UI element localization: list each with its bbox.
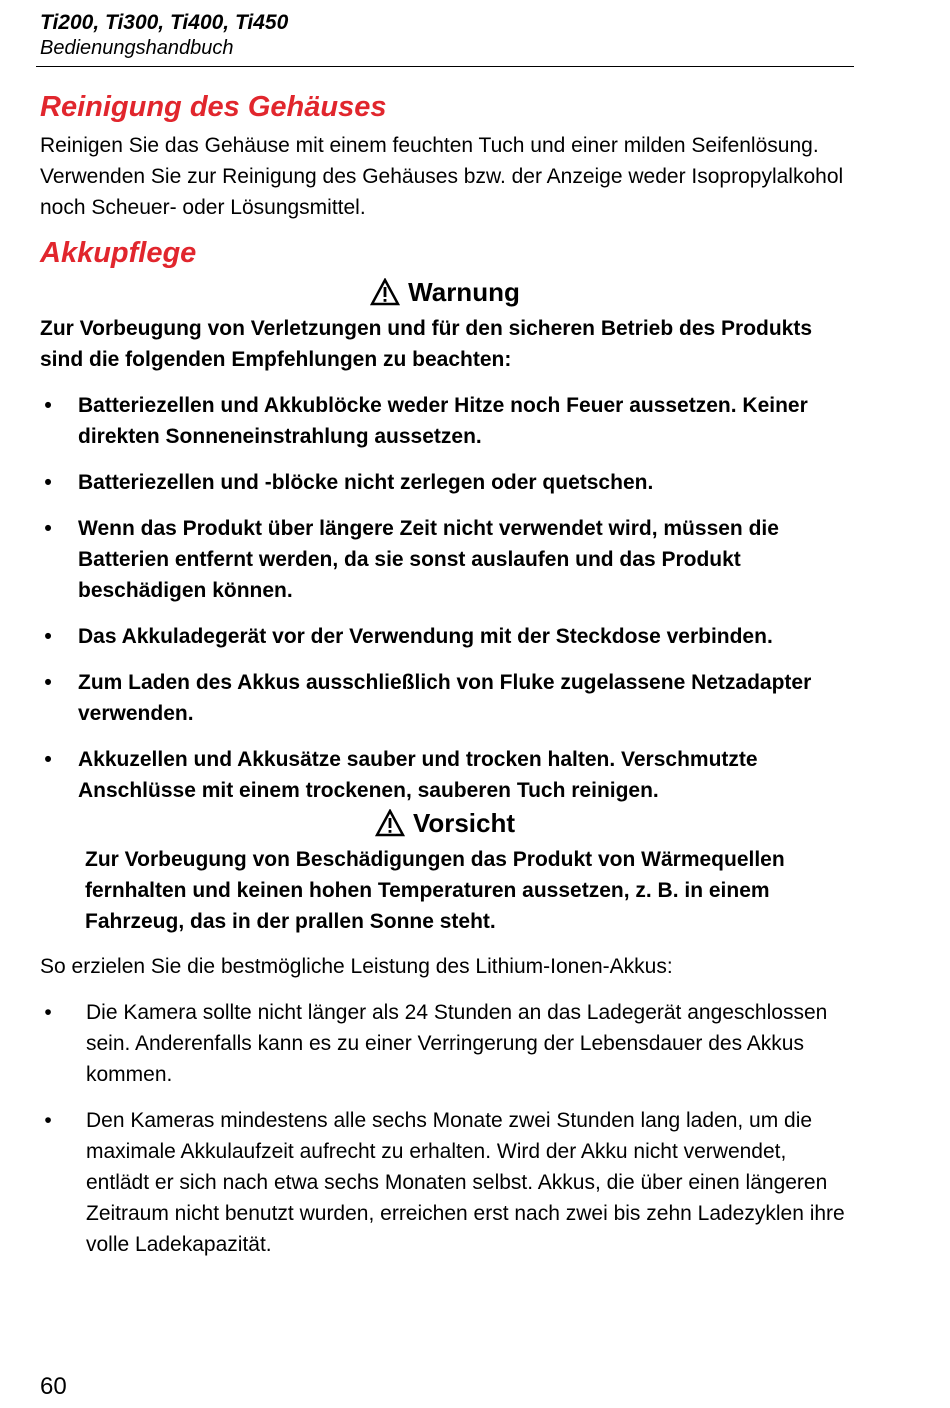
list-item: • Batteriezellen und -blöcke nicht zerlegen oder quetschen. [40,467,850,498]
list-item: • Wenn das Produkt über längere Zeit nicht verwendet wird, müssen die Batterien entfernt werden, da sie sonst auslaufen und das Produkt beschädigen können. [40,513,850,606]
bullet-icon: • [44,671,52,694]
warning-triangle-icon [375,809,405,837]
warning-intro: Zur Vorbeugung von Verletzungen und für den sicheren Betrieb des Produkts sind die folgenden Empfehlungen zu beachten: [40,317,813,371]
performance-intro: So erzielen Sie die bestmögliche Leistung des Lithium-Ionen-Akkus: [40,955,673,978]
bullet-icon: • [44,1109,52,1132]
caution-text: Zur Vorbeugung von Beschädigungen das Produkt von Wärmequellen fernhalten und keinen hohen Temperaturen aussetzen, z. B. in einem Fahrzeug, das in der prallen Sonne steht. [85,848,785,933]
bullet-icon: • [44,1001,52,1024]
list-item: • Zum Laden des Akkus ausschließlich von Fluke zugelassene Netzadapter verwenden. [40,667,850,729]
warning-triangle-icon [370,278,400,306]
bullet-icon: • [44,517,52,540]
bullet-icon: • [44,394,52,417]
document-title: Ti200, Ti300, Ti400, Ti450 [40,11,289,34]
warning-label: Warnung [408,277,520,307]
bullet-icon: • [44,471,52,494]
list-item: • Die Kamera sollte nicht länger als 24 Stunden an das Ladegerät angeschlossen sein. Anderenfalls kann es zu einer Verringerung der Lebensdauer des Akkus kommen. [40,997,850,1090]
list-item: • Batteriezellen und Akkublöcke weder Hitze noch Feuer aussetzen. Keiner direkten Sonneneinstrahlung aussetzen. [40,390,850,452]
page-header [40,10,854,60]
list-item: • Akkuzellen und Akkusätze sauber und trocken halten. Verschmutzte Anschlüsse mit einem trockenen, sauberen Tuch reinigen. [40,744,850,806]
page-content [40,88,850,1260]
performance-list [40,997,850,1260]
caution-label: Vorsicht [412,808,516,838]
page-number: 60 [40,1373,67,1400]
header-divider [36,66,854,67]
section-heading-battery: Akkupflege [40,237,197,269]
section-heading-cleaning: Reinigung des Gehäuses [40,91,387,123]
list-item: • Das Akkuladegerät vor der Verwendung mit der Steckdose verbinden. [40,621,850,652]
list-item: • Den Kameras mindestens alle sechs Monate zwei Stunden lang laden, um die maximale Akkulaufzeit aufrecht zu erhalten. Wird der Akku nicht verwendet, entlädt er sich nach etwa sechs Monaten selbst. Akkus, die über einen längeren Zeitraum nicht benutzt wurden, erreichen erst nach zwei bis zehn Ladezyklen ihre volle Ladekapazität. [40,1105,850,1260]
bullet-icon: • [44,625,52,648]
caution-signal [40,806,850,840]
warning-signal [40,275,850,309]
document-subtitle: Bedienungshandbuch [40,37,234,59]
bullet-icon: • [44,748,52,771]
cleaning-paragraph: Reinigen Sie das Gehäuse mit einem feuchten Tuch und einer milden Seifenlösung. Verwenden Sie zur Reinigung des Gehäuses bzw. der Anzeige weder Isopropylalkohol noch Scheuer- oder Lösungsmittel. [40,134,844,219]
warning-list [40,390,850,806]
